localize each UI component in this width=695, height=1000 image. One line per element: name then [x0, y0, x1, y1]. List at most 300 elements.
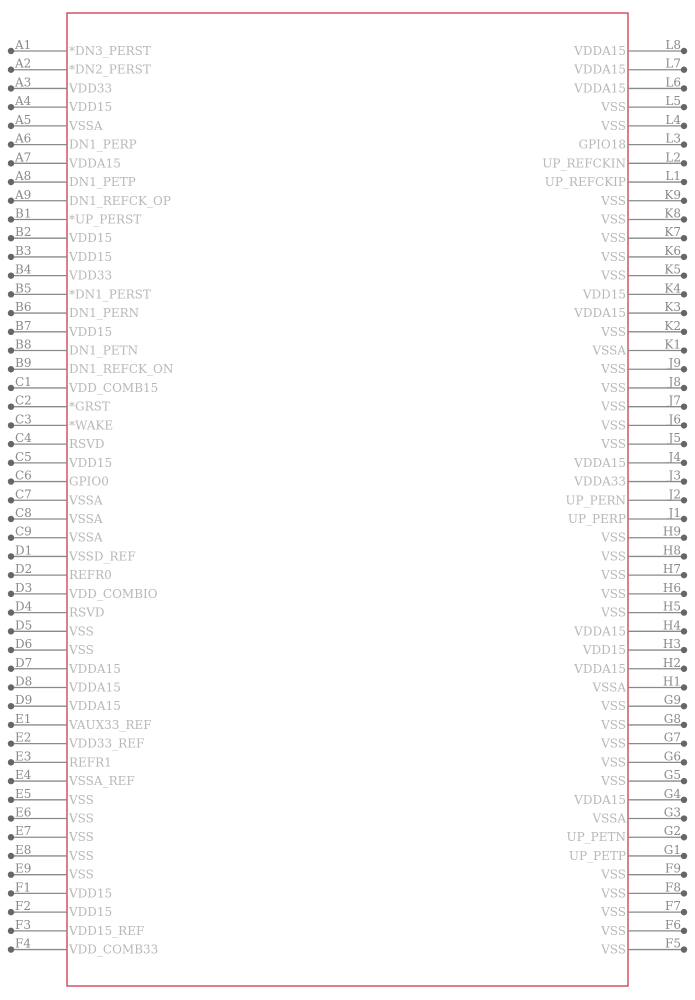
pin-name: VDD15 — [582, 643, 626, 658]
pin-endpoint-dot — [8, 347, 14, 353]
pin-a1 — [8, 38, 151, 58]
pin-number: K2 — [664, 318, 681, 333]
pin-number: L4 — [665, 112, 681, 127]
pin-a9 — [8, 188, 171, 208]
pin-name: VDDA15 — [69, 661, 121, 676]
pin-f7 — [600, 899, 687, 919]
pin-name: VSS — [601, 717, 626, 732]
pin-number: D7 — [15, 655, 33, 670]
pin-endpoint-dot — [681, 179, 687, 185]
pin-endpoint-dot — [681, 385, 687, 391]
pin-name: VDD33_REF — [69, 736, 145, 751]
pin-endpoint-dot — [681, 497, 687, 503]
pin-e1 — [8, 712, 152, 732]
pin-number: K5 — [664, 262, 681, 277]
pin-endpoint-dot — [681, 740, 687, 746]
pin-j4 — [573, 450, 687, 470]
pin-f2 — [8, 899, 112, 919]
pin-endpoint-dot — [681, 591, 687, 597]
pin-endpoint-dot — [8, 460, 14, 466]
pin-number: H8 — [662, 543, 681, 558]
pin-name: GPIO0 — [69, 474, 109, 489]
pin-number: H2 — [662, 655, 681, 670]
pin-number: A1 — [15, 38, 32, 52]
pin-endpoint-dot — [8, 67, 14, 73]
pin-name: *UP_PERST — [69, 212, 142, 227]
pin-endpoint-dot — [8, 628, 14, 634]
pin-name: VDD_COMBIO — [69, 586, 158, 601]
pin-j5 — [600, 431, 687, 451]
pin-name: VSS — [601, 437, 626, 452]
pin-name: VDDA15 — [69, 699, 121, 714]
pin-c9 — [8, 525, 103, 545]
pin-number: B8 — [15, 337, 32, 352]
pin-number: L7 — [665, 56, 681, 71]
pin-name: VDD15 — [69, 905, 113, 920]
pin-name: VSS — [69, 792, 94, 807]
pin-j7 — [600, 394, 687, 414]
pin-number: G3 — [663, 805, 681, 820]
pin-h2 — [573, 656, 687, 676]
pin-number: H7 — [662, 562, 681, 577]
pin-number: C9 — [15, 524, 32, 539]
pin-number: B9 — [15, 356, 32, 371]
pin-g6 — [600, 749, 687, 769]
pin-endpoint-dot — [8, 441, 14, 447]
pin-name: VSSA_REF — [69, 774, 135, 789]
pin-endpoint-dot — [8, 815, 14, 821]
pin-f9 — [600, 862, 687, 882]
pin-c7 — [8, 487, 103, 507]
pin-name: VSSA — [69, 493, 103, 508]
pin-number: K1 — [664, 337, 681, 352]
pin-number: J1 — [668, 506, 681, 520]
pin-endpoint-dot — [681, 366, 687, 372]
pin-number: C8 — [15, 506, 32, 520]
pin-name: DN1_PERP — [69, 137, 137, 152]
pin-number: J7 — [668, 393, 681, 408]
pin-f5 — [600, 937, 687, 957]
pin-k8 — [600, 206, 687, 226]
pin-endpoint-dot — [8, 759, 14, 765]
pin-d2 — [8, 562, 112, 582]
pin-number: E5 — [15, 786, 32, 801]
pin-endpoint-dot — [8, 310, 14, 316]
pin-e2 — [8, 731, 145, 751]
pin-number: B2 — [15, 225, 32, 240]
pin-e3 — [8, 749, 112, 769]
pin-endpoint-dot — [8, 366, 14, 372]
pin-name: VSSA — [592, 811, 626, 826]
pin-c3 — [8, 412, 113, 432]
pin-l7 — [573, 57, 687, 77]
pin-endpoint-dot — [681, 778, 687, 784]
pin-endpoint-dot — [681, 216, 687, 222]
pin-number: E8 — [15, 842, 32, 857]
pin-endpoint-dot — [681, 797, 687, 803]
pin-endpoint-dot — [681, 909, 687, 915]
pin-d4 — [8, 600, 105, 620]
pin-name: *DN2_PERST — [69, 62, 151, 77]
pin-f8 — [600, 880, 687, 900]
pin-number: A4 — [15, 94, 32, 109]
pin-name: VSSA — [592, 343, 626, 358]
pin-c5 — [8, 450, 112, 470]
pin-endpoint-dot — [8, 497, 14, 503]
pin-number: C4 — [15, 431, 32, 446]
pin-name: UP_PERP — [567, 512, 626, 526]
pin-number: H9 — [662, 524, 681, 539]
pin-number: A3 — [15, 75, 32, 90]
pin-number: H5 — [662, 599, 681, 614]
pin-g9 — [600, 693, 687, 713]
pin-number: J9 — [668, 356, 681, 371]
pin-c8 — [8, 506, 103, 526]
pin-name: VSS — [601, 193, 626, 208]
pin-endpoint-dot — [8, 853, 14, 859]
pin-number: E1 — [15, 711, 32, 726]
pin-name: REFR0 — [69, 568, 112, 583]
pin-number: C6 — [15, 468, 32, 483]
pin-number: H4 — [662, 618, 681, 633]
pin-endpoint-dot — [681, 291, 687, 297]
pin-endpoint-dot — [681, 834, 687, 840]
pin-c1 — [8, 375, 159, 395]
pin-l6 — [573, 75, 687, 95]
pin-endpoint-dot — [8, 104, 14, 110]
pin-number: F6 — [665, 917, 681, 932]
pin-number: K7 — [664, 225, 681, 240]
pin-endpoint-dot — [681, 535, 687, 541]
pin-name: VDDA15 — [69, 156, 121, 171]
pin-b2 — [8, 225, 112, 245]
pin-endpoint-dot — [8, 403, 14, 409]
pin-endpoint-dot — [681, 67, 687, 73]
pin-name: VDDA15 — [574, 306, 626, 321]
pin-name: VSS — [601, 399, 626, 414]
pin-name: VDDA15 — [69, 680, 121, 695]
pin-endpoint-dot — [681, 553, 687, 559]
pin-number: J8 — [668, 374, 681, 389]
pin-name: UP_PERN — [565, 493, 626, 508]
pin-name: VDD33 — [69, 81, 113, 96]
pin-name: *DN3_PERST — [69, 44, 151, 58]
pin-a8 — [8, 169, 136, 189]
pin-a3 — [8, 75, 112, 95]
pin-number: B4 — [15, 262, 32, 277]
pin-name: VDD15 — [582, 287, 626, 302]
pin-k2 — [600, 319, 687, 339]
pin-name: VSS — [601, 100, 626, 115]
pin-name: RSVD — [69, 605, 105, 620]
pin-number: E6 — [15, 805, 32, 820]
pin-name: VSS — [601, 923, 626, 938]
pin-endpoint-dot — [8, 422, 14, 428]
pin-e8 — [8, 843, 94, 863]
pin-name: VSS — [601, 886, 626, 901]
pin-endpoint-dot — [681, 815, 687, 821]
pin-a4 — [8, 94, 112, 114]
pin-number: B3 — [15, 243, 32, 258]
pin-j3 — [573, 469, 687, 489]
pin-number: L6 — [665, 75, 681, 90]
pin-e6 — [8, 806, 94, 826]
pin-number: L8 — [665, 38, 681, 52]
pin-name: VSS — [601, 605, 626, 620]
pin-number: L5 — [665, 94, 681, 109]
pin-endpoint-dot — [681, 347, 687, 353]
pin-endpoint-dot — [681, 160, 687, 166]
pin-name: VSSA — [69, 530, 103, 545]
pin-number: G5 — [663, 768, 681, 783]
pin-name: VSS — [69, 643, 94, 658]
pin-number: C1 — [15, 374, 32, 389]
pin-k5 — [600, 263, 687, 283]
pin-endpoint-dot — [681, 422, 687, 428]
pin-name: VDD15_REF — [69, 923, 145, 938]
pin-endpoint-dot — [681, 722, 687, 728]
pin-number: A9 — [15, 187, 32, 202]
pin-endpoint-dot — [681, 516, 687, 522]
pin-endpoint-dot — [8, 478, 14, 484]
pin-h1 — [591, 674, 687, 694]
pin-number: J2 — [668, 487, 681, 502]
pin-endpoint-dot — [8, 609, 14, 615]
pin-h8 — [600, 543, 687, 563]
pin-endpoint-dot — [8, 160, 14, 166]
pin-number: H6 — [662, 580, 681, 595]
pin-endpoint-dot — [681, 198, 687, 204]
pin-number: D5 — [15, 618, 33, 633]
pin-endpoint-dot — [681, 441, 687, 447]
pin-number: G4 — [663, 786, 681, 801]
pin-h4 — [573, 618, 687, 638]
pin-name: VDDA15 — [574, 44, 626, 58]
pin-number: E3 — [15, 749, 32, 764]
pin-endpoint-dot — [8, 890, 14, 896]
pin-number: B1 — [15, 206, 32, 221]
pin-number: G9 — [663, 693, 681, 708]
pin-endpoint-dot — [8, 123, 14, 129]
pin-number: B7 — [15, 318, 32, 333]
pin-endpoint-dot — [681, 141, 687, 147]
pin-name: UP_PETN — [566, 830, 626, 845]
pin-endpoint-dot — [681, 478, 687, 484]
pin-name: VDDA33 — [574, 474, 626, 489]
pin-d8 — [8, 674, 121, 694]
pin-name: VDDA15 — [574, 661, 626, 676]
pin-l3 — [578, 132, 687, 152]
pin-name: *WAKE — [69, 418, 114, 433]
pin-name: VDDA15 — [574, 62, 626, 77]
pin-name: VSS — [601, 231, 626, 246]
pin-endpoint-dot — [8, 48, 14, 54]
pin-j2 — [565, 487, 687, 507]
pin-name: GPIO18 — [578, 137, 626, 152]
pin-endpoint-dot — [681, 572, 687, 578]
pin-j8 — [600, 375, 687, 395]
pin-endpoint-dot — [8, 666, 14, 672]
pin-name: VSS — [69, 624, 94, 639]
pin-name: VSS — [601, 418, 626, 433]
pin-g4 — [573, 787, 687, 807]
pin-name: DN1_REFCK_OP — [69, 193, 171, 208]
pin-c4 — [8, 431, 105, 451]
pin-name: VSS — [601, 867, 626, 882]
pin-endpoint-dot — [8, 647, 14, 653]
pin-endpoint-dot — [8, 535, 14, 541]
pin-number: D4 — [15, 599, 33, 614]
pin-name: VSS — [69, 811, 94, 826]
pin-j6 — [600, 412, 687, 432]
pin-k7 — [600, 225, 687, 245]
pin-endpoint-dot — [8, 198, 14, 204]
pin-g8 — [600, 712, 687, 732]
pin-number: F8 — [665, 880, 681, 895]
pin-endpoint-dot — [681, 703, 687, 709]
pin-endpoint-dot — [681, 460, 687, 466]
pin-l8 — [573, 38, 687, 58]
pin-endpoint-dot — [681, 310, 687, 316]
pin-number: A7 — [15, 150, 32, 165]
pin-name: VDD15 — [69, 324, 113, 339]
pin-j9 — [600, 356, 687, 376]
pin-h6 — [600, 581, 687, 601]
pin-number: B5 — [15, 281, 32, 296]
pin-number: L3 — [665, 131, 681, 146]
pin-endpoint-dot — [681, 272, 687, 278]
pin-number: J3 — [668, 468, 681, 483]
pin-endpoint-dot — [681, 85, 687, 91]
pin-number: E2 — [15, 730, 32, 745]
pin-d3 — [8, 581, 158, 601]
pin-k3 — [573, 300, 687, 320]
pin-number: K3 — [664, 300, 681, 315]
pin-endpoint-dot — [8, 909, 14, 915]
pin-l1 — [545, 169, 687, 189]
pin-name: VDD15 — [69, 100, 113, 115]
pin-endpoint-dot — [681, 759, 687, 765]
pin-name: VSS — [601, 362, 626, 377]
pin-name: VSS — [601, 549, 626, 564]
pin-endpoint-dot — [681, 946, 687, 952]
pin-a2 — [8, 57, 151, 77]
pin-d7 — [8, 656, 121, 676]
pin-name: VDDA15 — [574, 455, 626, 470]
pin-endpoint-dot — [681, 647, 687, 653]
pin-endpoint-dot — [8, 591, 14, 597]
pin-endpoint-dot — [8, 216, 14, 222]
pin-a6 — [8, 132, 137, 152]
pin-l2 — [542, 150, 687, 170]
pin-number: J4 — [668, 449, 681, 464]
pin-endpoint-dot — [8, 179, 14, 185]
pin-endpoint-dot — [8, 703, 14, 709]
pin-endpoint-dot — [8, 85, 14, 91]
pin-endpoint-dot — [681, 928, 687, 934]
pin-endpoint-dot — [8, 946, 14, 952]
pin-name: *GRST — [69, 399, 110, 414]
pin-number: J6 — [668, 412, 681, 427]
pin-number: C5 — [15, 449, 32, 464]
pin-endpoint-dot — [681, 853, 687, 859]
pin-endpoint-dot — [8, 797, 14, 803]
pin-number: A5 — [15, 112, 32, 127]
pin-number: D2 — [15, 562, 33, 577]
pin-f3 — [8, 918, 145, 938]
pin-number: F9 — [665, 861, 681, 876]
pin-number: A2 — [15, 56, 32, 71]
pin-endpoint-dot — [8, 385, 14, 391]
pin-name: VSS — [601, 736, 626, 751]
pin-endpoint-dot — [8, 928, 14, 934]
left-pin-group — [8, 38, 174, 957]
pin-endpoint-dot — [681, 329, 687, 335]
pin-endpoint-dot — [681, 48, 687, 54]
pin-endpoint-dot — [681, 235, 687, 241]
pin-name: VDD_COMB33 — [69, 942, 159, 957]
pin-number: F2 — [15, 899, 31, 914]
pin-endpoint-dot — [8, 291, 14, 297]
pin-name: VDD15 — [69, 886, 113, 901]
pin-name: VSS — [601, 380, 626, 395]
pin-number: D9 — [15, 693, 33, 708]
pin-g7 — [600, 731, 687, 751]
pin-name: VDD15 — [69, 455, 113, 470]
pin-name: VDDA15 — [574, 81, 626, 96]
pin-c2 — [8, 394, 110, 414]
pin-h3 — [582, 637, 687, 657]
pin-number: A8 — [15, 169, 32, 184]
pin-endpoint-dot — [681, 890, 687, 896]
pin-endpoint-dot — [681, 104, 687, 110]
pin-name: VSS — [601, 212, 626, 227]
pin-number: G6 — [663, 749, 681, 764]
pin-name: VSS — [601, 774, 626, 789]
pin-endpoint-dot — [8, 722, 14, 728]
pin-number: E9 — [15, 861, 32, 876]
pin-d6 — [8, 637, 94, 657]
pin-endpoint-dot — [681, 123, 687, 129]
pin-f4 — [8, 937, 159, 957]
pin-number: F3 — [15, 917, 31, 932]
pin-name: *DN1_PERST — [69, 287, 151, 302]
pin-e4 — [8, 768, 135, 788]
pin-name: VDD15 — [69, 231, 113, 246]
pin-endpoint-dot — [8, 572, 14, 578]
pin-name: VSS — [601, 249, 626, 264]
pin-name: VSS — [601, 905, 626, 920]
pin-name: VSS — [601, 324, 626, 339]
pin-endpoint-dot — [8, 740, 14, 746]
pin-l4 — [600, 113, 687, 133]
pin-number: L1 — [665, 169, 681, 184]
pin-a5 — [8, 113, 103, 133]
pin-name: VSS — [601, 755, 626, 770]
pin-name: RSVD — [69, 437, 105, 452]
pin-endpoint-dot — [8, 272, 14, 278]
pin-endpoint-dot — [681, 666, 687, 672]
pin-number: F1 — [15, 880, 31, 895]
pin-name: DN1_PETP — [69, 175, 136, 190]
pin-name: REFR1 — [69, 755, 112, 770]
pin-b5 — [8, 281, 151, 301]
pin-number: F4 — [15, 936, 31, 951]
pin-l5 — [600, 94, 687, 114]
pin-endpoint-dot — [8, 254, 14, 260]
pin-name: DN1_PERN — [69, 306, 140, 321]
pin-k4 — [582, 281, 687, 301]
